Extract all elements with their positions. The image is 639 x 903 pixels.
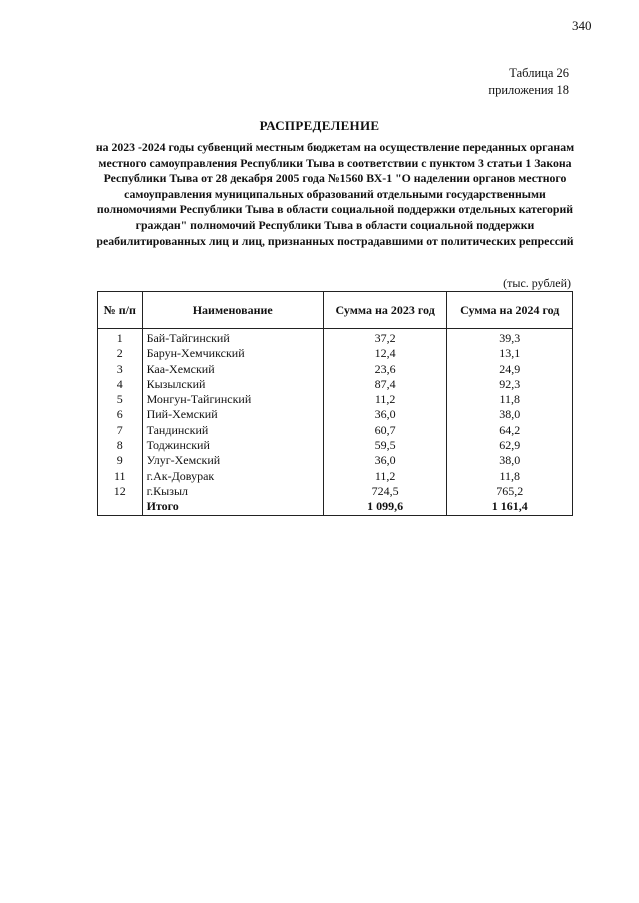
row-name: Монгун-Тайгинский [142,392,323,407]
table-row [98,484,573,499]
row-sum-2023: 12,4 [323,346,447,361]
header-number: № п/п [98,292,143,329]
row-number: 4 [98,377,143,392]
row-sum-2024: 765,2 [447,484,573,499]
row-sum-2023: 60,7 [323,423,447,438]
table-row [98,346,573,361]
table-row [98,362,573,377]
total-name: Итого [142,499,323,515]
table-total-row [98,499,573,515]
table-row [98,423,573,438]
row-number: 5 [98,392,143,407]
table-reference-line1: Таблица 26 [509,66,569,80]
table-reference-line2: приложения 18 [488,83,569,97]
row-name: Барун-Хемчикский [142,346,323,361]
row-name: Каа-Хемский [142,362,323,377]
row-name: Бай-Тайгинский [142,329,323,347]
row-number: 8 [98,438,143,453]
header-sum-2024: Сумма на 2024 год [447,292,573,329]
row-name: г.Кызыл [142,484,323,499]
page-number: 340 [572,18,592,33]
row-sum-2024: 62,9 [447,438,573,453]
table-body [98,329,573,516]
row-sum-2024: 38,0 [447,453,573,468]
row-name: Тоджинский [142,438,323,453]
row-sum-2023: 724,5 [323,484,447,499]
row-name: Пий-Хемский [142,407,323,422]
document-subtitle: на 2023 -2024 годы субвенций местным бюджетам на осуществление переданных органам местного самоуправления Республики Тыва в соответствии с пунктом 3 статьи 1 Закона Республики Тыва от 28 декабря 2005 года №1560 ВХ-1 "О наделении органов местного самоуправления муниципальных образований отдельными государственными полномочиями Республики Тыва в области социальной поддержки отдельных категорий граждан" полномочий Республики Тыва в области социальной поддержки реабилитированных лиц и лиц, признанных пострадавшими от политических репрессий [95,140,575,248]
table-row [98,438,573,453]
total-number [98,499,143,515]
document-title: РАСПРЕДЕЛЕНИЕ [259,118,380,133]
row-sum-2024: 64,2 [447,423,573,438]
row-number: 7 [98,423,143,438]
row-sum-2023: 36,0 [323,453,447,468]
header-sum-2023: Сумма на 2023 год [323,292,447,329]
row-sum-2024: 38,0 [447,407,573,422]
row-name: г.Ак-Довурак [142,469,323,484]
row-number: 1 [98,329,143,347]
table-row [98,377,573,392]
row-number: 12 [98,484,143,499]
row-sum-2024: 11,8 [447,469,573,484]
table-header-row [98,292,573,329]
table-row [98,453,573,468]
table-row [98,469,573,484]
row-number: 11 [98,469,143,484]
row-sum-2024: 11,8 [447,392,573,407]
row-number: 9 [98,453,143,468]
row-name: Улуг-Хемский [142,453,323,468]
table-row [98,392,573,407]
row-sum-2024: 92,3 [447,377,573,392]
total-sum-2024: 1 161,4 [447,499,573,515]
row-sum-2023: 37,2 [323,329,447,347]
row-sum-2023: 23,6 [323,362,447,377]
row-sum-2023: 87,4 [323,377,447,392]
row-name: Кызылский [142,377,323,392]
row-name: Тандинский [142,423,323,438]
row-sum-2023: 36,0 [323,407,447,422]
row-sum-2023: 59,5 [323,438,447,453]
distribution-table [97,291,573,516]
row-sum-2024: 13,1 [447,346,573,361]
row-number: 6 [98,407,143,422]
row-sum-2024: 24,9 [447,362,573,377]
header-name: Наименование [142,292,323,329]
table-row [98,407,573,422]
row-number: 2 [98,346,143,361]
table-reference [488,65,569,99]
row-sum-2024: 39,3 [447,329,573,347]
row-sum-2023: 11,2 [323,469,447,484]
row-number: 3 [98,362,143,377]
total-sum-2023: 1 099,6 [323,499,447,515]
units-label: (тыс. рублей) [503,276,571,290]
table-row [98,329,573,347]
row-sum-2023: 11,2 [323,392,447,407]
